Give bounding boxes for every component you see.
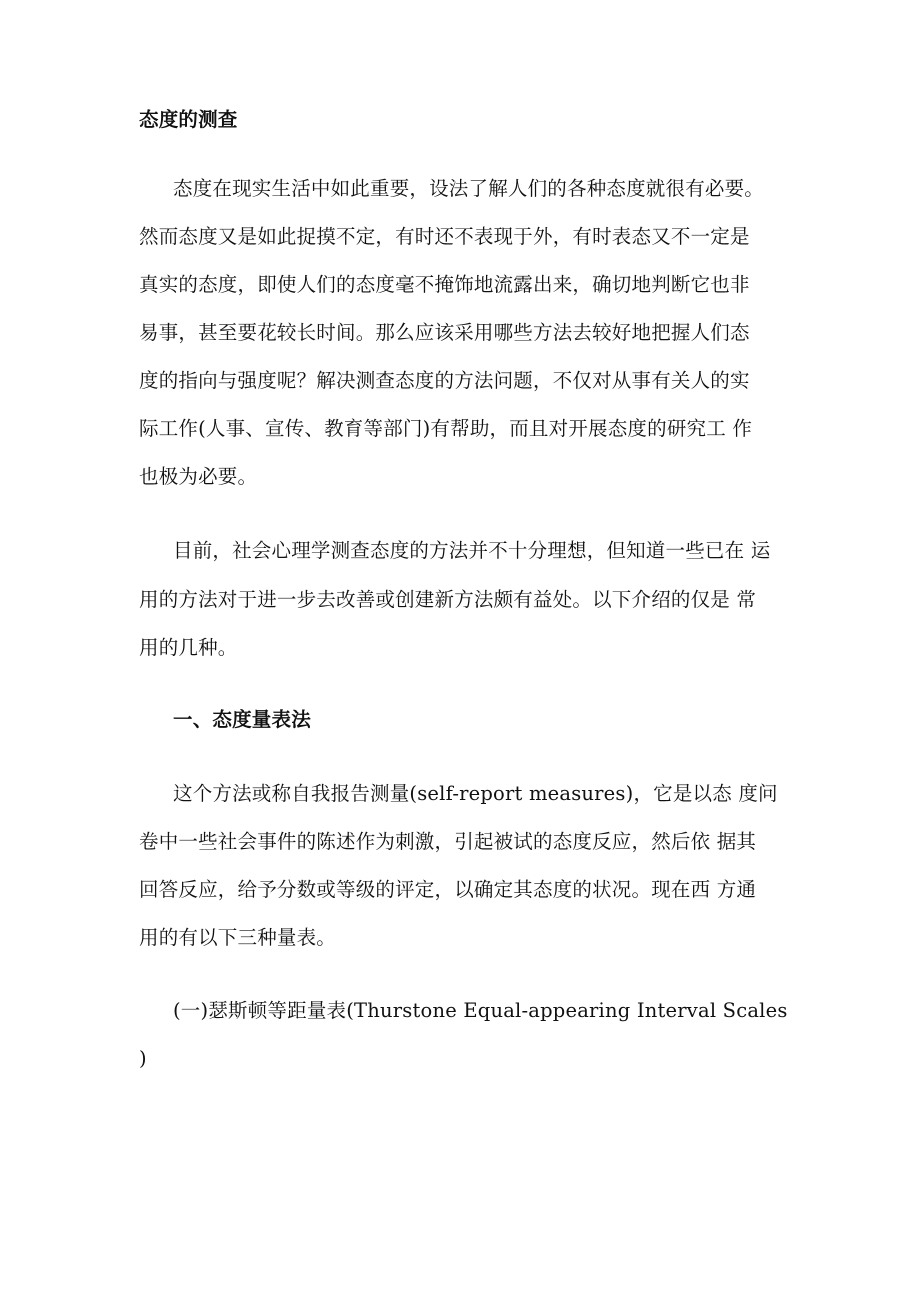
paragraph-line: 易事，甚至要花较长时间。那么应该采用哪些方法去较好地把握人们态	[139, 321, 750, 344]
section-heading: 一、态度量表法	[173, 708, 311, 731]
paragraph-line: 这个方法或称自我报告测量(self-report measures)，它是以态 度问	[173, 782, 778, 805]
paragraph-line: 然而态度又是如此捉摸不定，有时还不表现于外，有时表态又不一定是	[139, 225, 750, 248]
paragraph-line: 目前，社会心理学测查态度的方法并不十分理想，但知道一些已在 运	[173, 539, 771, 562]
paragraph-line: 回答反应，给予分数或等级的评定，以确定其态度的状况。现在西 方通	[139, 878, 757, 901]
paragraph-line: 用的几种。	[139, 636, 238, 659]
paragraph-line: 态度在现实生活中如此重要，设法了解人们的各种态度就很有必要。	[173, 177, 765, 200]
document-title: 态度的测查	[139, 108, 238, 131]
paragraph-line: 度的指向与强度呢？解决测查态度的方法问题，不仅对从事有关人的实	[139, 369, 750, 392]
paragraph-line: 也极为必要。	[139, 465, 258, 488]
paragraph-line: 真实的态度，即使人们的态度毫不掩饰地流露出来，确切地判断它也非	[139, 273, 750, 296]
subsection-line: )	[139, 1047, 147, 1070]
paragraph-line: 用的有以下三种量表。	[139, 926, 337, 949]
subsection-line: (一)瑟斯顿等距量表(Thurstone Equal-appearing Interval Scales	[173, 999, 788, 1022]
paragraph-line: 用的方法对于进一步去改善或创建新方法颇有益处。以下介绍的仅是 常	[139, 588, 757, 611]
paragraph-line: 际工作(人事、宣传、教育等部门)有帮助，而且对开展态度的研究工 作	[139, 417, 753, 440]
paragraph-line: 卷中一些社会事件的陈述作为刺激，引起被试的态度反应，然后依 据其	[139, 830, 757, 853]
